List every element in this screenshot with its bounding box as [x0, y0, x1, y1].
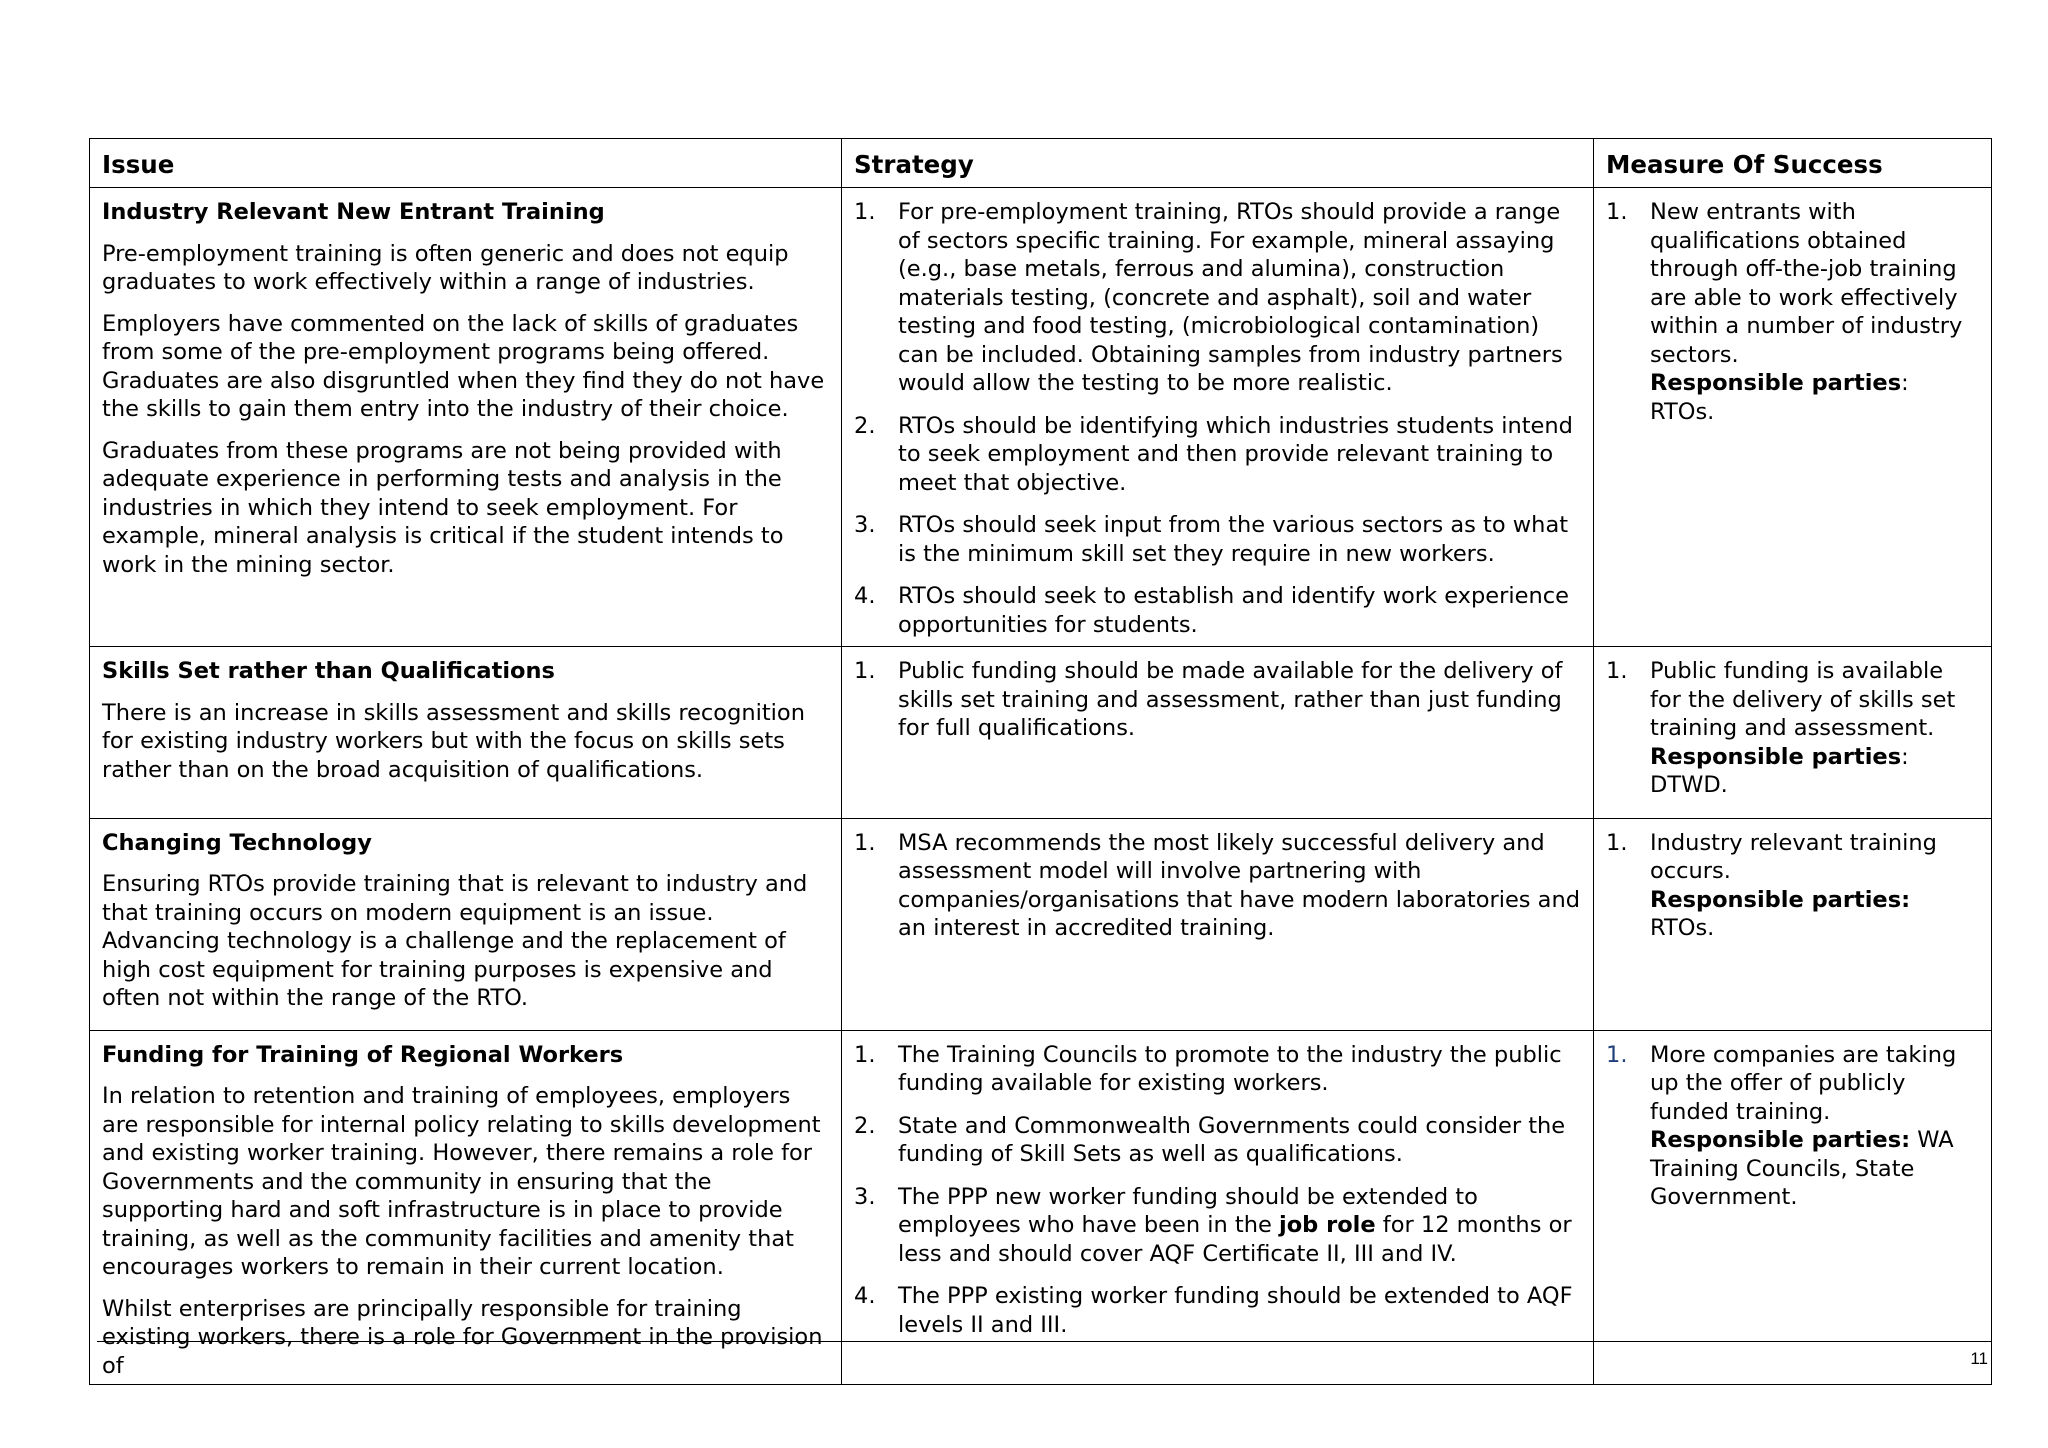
issue-cell — [90, 647, 842, 819]
responsible-label: Responsible parties: — [1650, 886, 1911, 913]
measure-list — [1606, 198, 1979, 426]
list-item — [1606, 829, 1979, 943]
issue-paragraph: Whilst enterprises are principally responsible for training existing workers, there is a role for Government in the provision of — [102, 1295, 823, 1379]
header-issue: Issue — [90, 139, 842, 188]
list-text-before: The PPP new worker funding should be extended to employees who have been in the — [898, 1183, 1478, 1238]
issue-paragraph: Employers have commented on the lack of skills of graduates from some of the pre-employment programs being offered. Graduates are also disgruntled when they find they do not have the skills to gain them entry into the industry of their choice. — [102, 310, 825, 422]
measure-text: Industry relevant training occurs. — [1650, 829, 1937, 884]
issue-title: Changing Technology — [102, 829, 372, 856]
issue-title: Industry Relevant New Entrant Training — [102, 199, 605, 225]
list-item — [1606, 198, 1979, 426]
table-row — [90, 647, 1992, 819]
list-number: 1. — [1606, 1041, 1628, 1068]
list-item — [854, 1112, 1581, 1169]
measure-cell — [1594, 188, 1992, 647]
issue-paragraph: Pre-employment training is often generic and does not equip graduates to work effectively within a range of industries. — [102, 240, 789, 295]
issue-title: Funding for Training of Regional Workers — [102, 1041, 624, 1068]
issue-paragraph: Ensuring RTOs provide training that is relevant to industry and that training occurs on modern equipment is an issue. Advancing technology is a challenge and the replacement of high cost equipment for training purposes is expensive and often not within the range of the RTO. — [102, 871, 808, 1011]
measure-list — [1606, 657, 1979, 800]
header-strategy: Strategy — [842, 139, 1594, 188]
list-item — [1606, 1041, 1979, 1212]
list-item — [854, 657, 1581, 743]
list-text: For pre-employment training, RTOs should provide a range of sectors specific training. For example, mineral assaying (e.g., base metals, ferrous and alumina), construction materials testing, (concrete and asphalt), soil and water testing and food testing, (microbiological contamination) can be included. Obtaining samples from industry partners would allow the testing to be more realistic. — [898, 199, 1563, 396]
measure-text: Public funding is available for the delivery of skills set training and assessment. — [1650, 658, 1956, 741]
issue-paragraph: Graduates from these programs are not being provided with adequate experience in performing tests and analysis in the industries in which they intend to seek employment. For example, mineral analysis is critical if the student intends to work in the mining sector. — [102, 437, 784, 578]
list-text: The PPP existing worker funding should be extended to AQF levels II and III. — [898, 1283, 1573, 1338]
list-number: 1. — [1606, 658, 1628, 684]
table-row — [90, 1030, 1992, 1385]
list-number: 4. — [854, 1283, 876, 1309]
list-number: 1. — [854, 658, 876, 684]
table-row — [90, 188, 1992, 647]
strategy-list — [854, 829, 1581, 943]
list-number: 2. — [854, 412, 876, 439]
list-text: Public funding should be made available for the delivery of skills set training and assessment, rather than just funding for full qualifications. — [898, 658, 1563, 741]
list-text: RTOs should seek input from the various sectors as to what is the minimum skill set they require in new workers. — [898, 512, 1569, 567]
list-text: MSA recommends the most likely successful delivery and assessment model will involve partnering with companies/organisations that have modern laboratories and an interest in accredited training. — [898, 829, 1581, 941]
measure-cell — [1594, 647, 1992, 819]
list-number: 1. — [854, 199, 876, 225]
responsible-value: : RTOs. — [1650, 370, 1909, 425]
list-number: 2. — [854, 1112, 876, 1139]
strategy-cell — [842, 188, 1594, 647]
list-text: The Training Councils to promote to the industry the public funding available for existing workers. — [898, 1041, 1562, 1096]
measure-text: New entrants with qualifications obtained through off-the-job training are able to work effectively within a number of industry sectors. — [1650, 199, 1963, 368]
issue-cell — [90, 818, 842, 1030]
list-text-bold: job role — [1279, 1212, 1376, 1238]
list-number: 3. — [854, 1183, 876, 1210]
list-text: State and Commonwealth Governments could consider the funding of Skill Sets as well as qualifications. — [898, 1112, 1566, 1167]
responsible-value: RTOs. — [1650, 915, 1715, 941]
list-item — [854, 1282, 1581, 1339]
issue-cell — [90, 1030, 842, 1385]
footer-rule — [97, 1341, 1991, 1342]
strategy-cell — [842, 647, 1594, 819]
issues-table — [89, 138, 1992, 1385]
responsible-label: Responsible parties: — [1650, 1127, 1911, 1153]
list-number: 1. — [854, 1041, 876, 1068]
list-text: RTOs should be identifying which industries students intend to seek employment and then provide relevant training to meet that objective. — [898, 412, 1573, 496]
strategy-list — [854, 1041, 1581, 1340]
list-text-after: for 12 months or less and should cover AQF Certificate II, III and IV. — [898, 1212, 1572, 1267]
list-number: 3. — [854, 512, 876, 538]
table-row — [90, 818, 1992, 1030]
strategy-cell — [842, 818, 1594, 1030]
measure-cell — [1594, 1030, 1992, 1385]
issue-paragraph: In relation to retention and training of employees, employers are responsible for internal policy relating to skills development and existing worker training. However, there remains a role for Governments and the community in ensuring that the supporting hard and soft infrastructure is in place to provide training, as well as the community facilities and amenity that encourages workers to remain in their current location. — [102, 1083, 821, 1280]
measure-list — [1606, 829, 1979, 943]
responsible-value: : DTWD. — [1650, 743, 1909, 798]
header-measure: Measure Of Success — [1594, 139, 1992, 188]
list-number: 1. — [1606, 199, 1628, 225]
responsible-value: WA Training Councils, State Government. — [1650, 1127, 1954, 1210]
measure-text: More companies are taking up the offer of publicly funded training. — [1650, 1041, 1957, 1125]
responsible-label: Responsible parties — [1650, 743, 1902, 770]
list-number: 1. — [1606, 829, 1628, 856]
header-row — [90, 139, 1992, 188]
strategy-list — [854, 198, 1581, 639]
measure-list — [1606, 1041, 1979, 1212]
page-number: 11 — [1970, 1349, 1988, 1368]
list-number: 4. — [854, 583, 876, 609]
list-item — [854, 412, 1581, 498]
measure-cell — [1594, 818, 1992, 1030]
list-item — [1606, 657, 1979, 800]
list-item — [854, 829, 1581, 943]
list-item — [854, 1183, 1581, 1269]
list-item — [854, 1041, 1581, 1098]
issue-paragraph: There is an increase in skills assessment and skills recognition for existing industry workers but with the focus on skills sets rather than on the broad acquisition of qualifications. — [102, 699, 805, 783]
strategy-list — [854, 657, 1581, 743]
list-item — [854, 198, 1581, 398]
strategy-cell — [842, 1030, 1594, 1385]
list-number: 1. — [854, 829, 876, 856]
issue-cell — [90, 188, 842, 647]
list-text: RTOs should seek to establish and identify work experience opportunities for students. — [898, 583, 1569, 638]
list-item — [854, 511, 1581, 568]
list-item — [854, 582, 1581, 639]
issue-title: Skills Set rather than Qualifications — [102, 658, 555, 684]
responsible-label: Responsible parties — [1650, 370, 1902, 396]
